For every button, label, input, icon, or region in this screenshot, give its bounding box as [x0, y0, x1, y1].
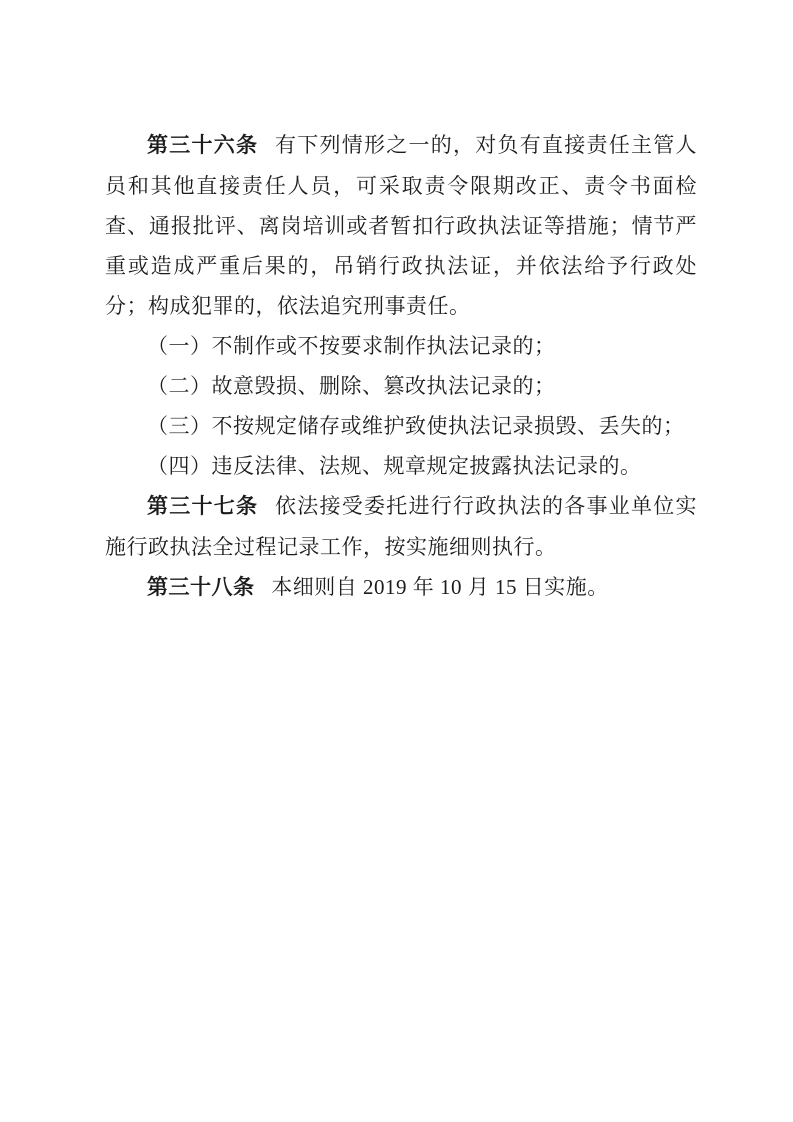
article-text: 依法接受委托进行行政执法的各事业单位实施行政执法全过程记录工作，按实施细则执行。: [105, 494, 698, 559]
article-paragraph-36: [105, 125, 697, 326]
article-paragraph-38: [105, 567, 697, 608]
article-text: 有下列情形之一的，对负有直接责任主管人员和其他直接责任人员，可采取责令限期改正、责令书面检查、通报批评、离岗培训或者暂扣行政执法证等措施；情节严重或造成严重后果的，吊销行政执法证，并依法给予行政处分；构成犯罪的，依法追究刑事责任。: [105, 133, 698, 318]
article-number: 第三十八条: [147, 576, 255, 599]
list-item-4: （四）违反法律、法规、规章规定披露执法记录的。: [147, 454, 642, 478]
article-number: 第三十七条: [147, 495, 259, 518]
article-number: 第三十六条: [147, 134, 259, 157]
article-paragraph-37: [105, 486, 697, 567]
document-content: [105, 125, 697, 608]
list-item-2: （二）故意毁损、删除、篡改执法记录的；: [147, 374, 556, 398]
article-text: 本细则自 2019 年 10 月 15 日实施。: [271, 575, 609, 599]
list-item-1: （一）不制作或不按要求制作执法记录的；: [147, 334, 556, 358]
list-item-3: （三）不按规定储存或维护致使执法记录损毁、丢失的；: [147, 414, 685, 438]
